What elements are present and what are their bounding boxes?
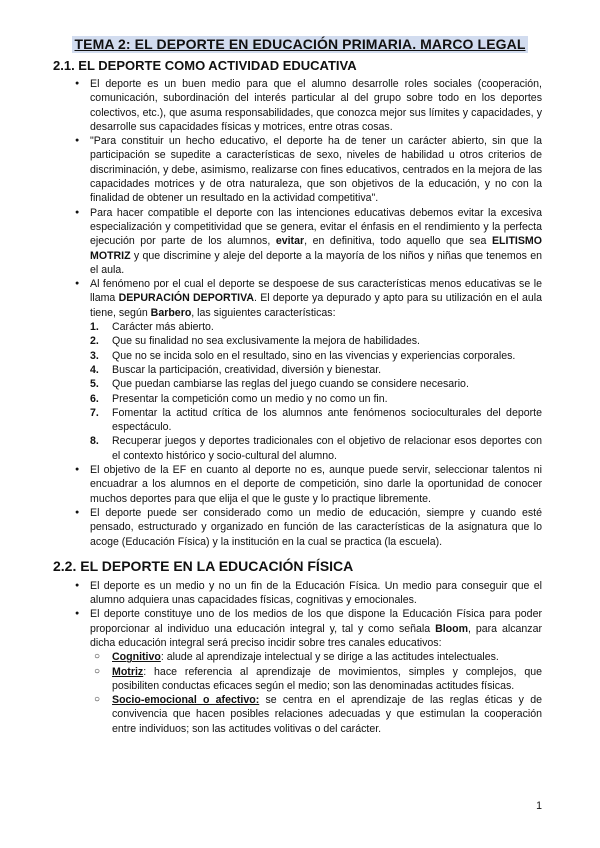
numbered-item: 7. Fomentar la actitud crítica de los alumnos ante fenómenos socioculturales del deporte espectáculo. [90, 406, 542, 434]
list-item: ● El objetivo de la EF en cuanto al deporte no es, aunque puede servir, seleccionar talentos ni encuadrar a los alumnos en el deporte de competición, sino darle la oportunidad de conocer muchos deportes para que elija el que le guste y lo practique libremente. [58, 463, 542, 506]
section-2-2-list [58, 579, 542, 736]
page-title: TEMA 2: EL DEPORTE EN EDUCACIÓN PRIMARIA. MARCO LEGAL [72, 36, 529, 53]
list-item: ● "Para constituir un hecho educativo, el deporte ha de tener un carácter abierto, sin que la participación se supedite a características de sexo, niveles de habilidad u otros criterios de discriminación, y debe, asimismo, realizarse con fines educativos, centrados en la mejora de las capacidades motrices y de otra naturaleza, que son objetivos de la educación, y no con la finalidad de obtener un resultado en la actividad competitiva". [58, 134, 542, 205]
section-heading-2-1: 2.1. EL DEPORTE COMO ACTIVIDAD EDUCATIVA [53, 58, 357, 73]
list-item: ● El deporte es un medio y no un fin de la Educación Física. Un medio para conseguir que el alumno adquiera unas capacidades físicas, cognitivas y emocionales. [58, 579, 542, 608]
list-item: ● El deporte es un buen medio para que el alumno desarrolle roles sociales (cooperación, comunicación, subordinación del interés particular al del grupo sobre todo en los deportes colectivos, etc.), que asuma responsabilidades, que conozca mejor sus límites y capacidades, y desarrolle sus capacidades físicas y motrices, entre otras cosas. [58, 77, 542, 134]
numbered-item: 2. Que su finalidad no sea exclusivamente la mejora de habilidades. [90, 335, 420, 348]
channel-item: ○ Cognitivo: alude al aprendizaje intelectual y se dirige a las actitudes intelectuales. [90, 650, 542, 664]
list-item: ● Para hacer compatible el deporte con las intenciones educativas debemos evitar la excesiva especialización y competitividad que se genera, evitar el énfasis en el rendimiento y la perfecta ejecución por parte de los alumnos, evitar, en definitiva, todo aquello que sea ELITISMO MOTRIZ y que discrimine y aleje del deporte a la mayoría de los niños y niñas que tenemos en el aula. [58, 206, 542, 277]
page-number: 1 [536, 800, 542, 812]
numbered-item: 6. Presentar la competición como un medio y no como un fin. [90, 392, 388, 405]
numbered-item: 5. Que puedan cambiarse las reglas del juego cuando se considere necesario. [90, 378, 469, 391]
numbered-item: 3. Que no se incida solo en el resultado, sino en las vivencias y experiencias corporales. [90, 349, 516, 362]
channel-item: ○ Socio-emocional o afectivo: se centra en el aprendizaje de las reglas éticas y de convivencia que hacen posibles relaciones adecuadas y que estimulan la cooperación entre individuos; son las actitudes volitivas o del carácter. [90, 693, 542, 736]
section-2-1-list [58, 77, 542, 549]
list-item: ● Al fenómeno por el cual el deporte se despoese de sus características menos educativas se le llama DEPURACIÓN DEPORTIVA. El deporte ya depurado y apto para su utilización en el aula tiene, según Barbero, las siguientes características: 1. Carácter más abierto. 2. Que su finalidad no sea exclusivamente la mejora de habilidades. 3. Que no se incida solo en el resultado, sino en las vivencias y experiencias corporales. 4. Buscar la participación, creatividad, diversión y bienestar. 5. Que puedan cambiarse las reglas del juego cuando se considere necesario. 6. Presentar la competición como un medio y no como un fin. 7. Fomentar la actitud crítica de los alumnos ante fenómenos socioculturales del deporte espectáculo. 8. Recuperar juegos y deportes tradicionales con el objetivo de relacionar esos deportes con el contexto histórico y socio-cultural del alumno. [58, 277, 542, 463]
channels-list [90, 650, 542, 736]
numbered-item: 1. Carácter más abierto. [90, 321, 214, 334]
list-item: ● El deporte puede ser considerado como un medio de educación, siempre y cuando esté pensado, estructurado y organizado en función de las características de la asignatura que lo acoge (Educación Física) y la institución en la cual se practica (la escuela). [58, 506, 542, 549]
title-wrap [58, 36, 542, 54]
characteristics-list [90, 320, 542, 463]
numbered-item: 8. Recuperar juegos y deportes tradicionales con el objetivo de relacionar esos deportes con el contexto histórico y socio-cultural del alumno. [90, 435, 542, 462]
section-heading-2-2: 2.2. EL DEPORTE EN LA EDUCACIÓN FÍSICA [53, 557, 354, 574]
channel-item: ○ Motriz: hace referencia al aprendizaje de movimientos, simples y complejos, que posibiliten conductas eficaces según el medio; son las denominadas actitudes físicas. [90, 665, 542, 694]
list-item: ● El deporte constituye uno de los medios de los que dispone la Educación Física para poder proporcionar al individuo una educación integral y, tal y como señala Bloom, para alcanzar dicha educación integral será preciso incidir sobre tres canales educativos: ○ Cognitivo: alude al aprendizaje intelectual y se dirige a las actitudes intelectuales. ○ Motriz: hace referencia al aprendizaje de movimientos, simples y complejos, que posibiliten conductas eficaces según el medio; son las denominadas actitudes físicas. ○ Socio-emocional o afectivo: se centra en el aprendizaje de las reglas éticas y de convivencia que hacen posibles relaciones adecuadas y que estimulan la cooperación entre individuos; son las actitudes volitivas o del carácter. [58, 607, 542, 736]
numbered-item: 4. Buscar la participación, creatividad, diversión y bienestar. [90, 363, 382, 376]
